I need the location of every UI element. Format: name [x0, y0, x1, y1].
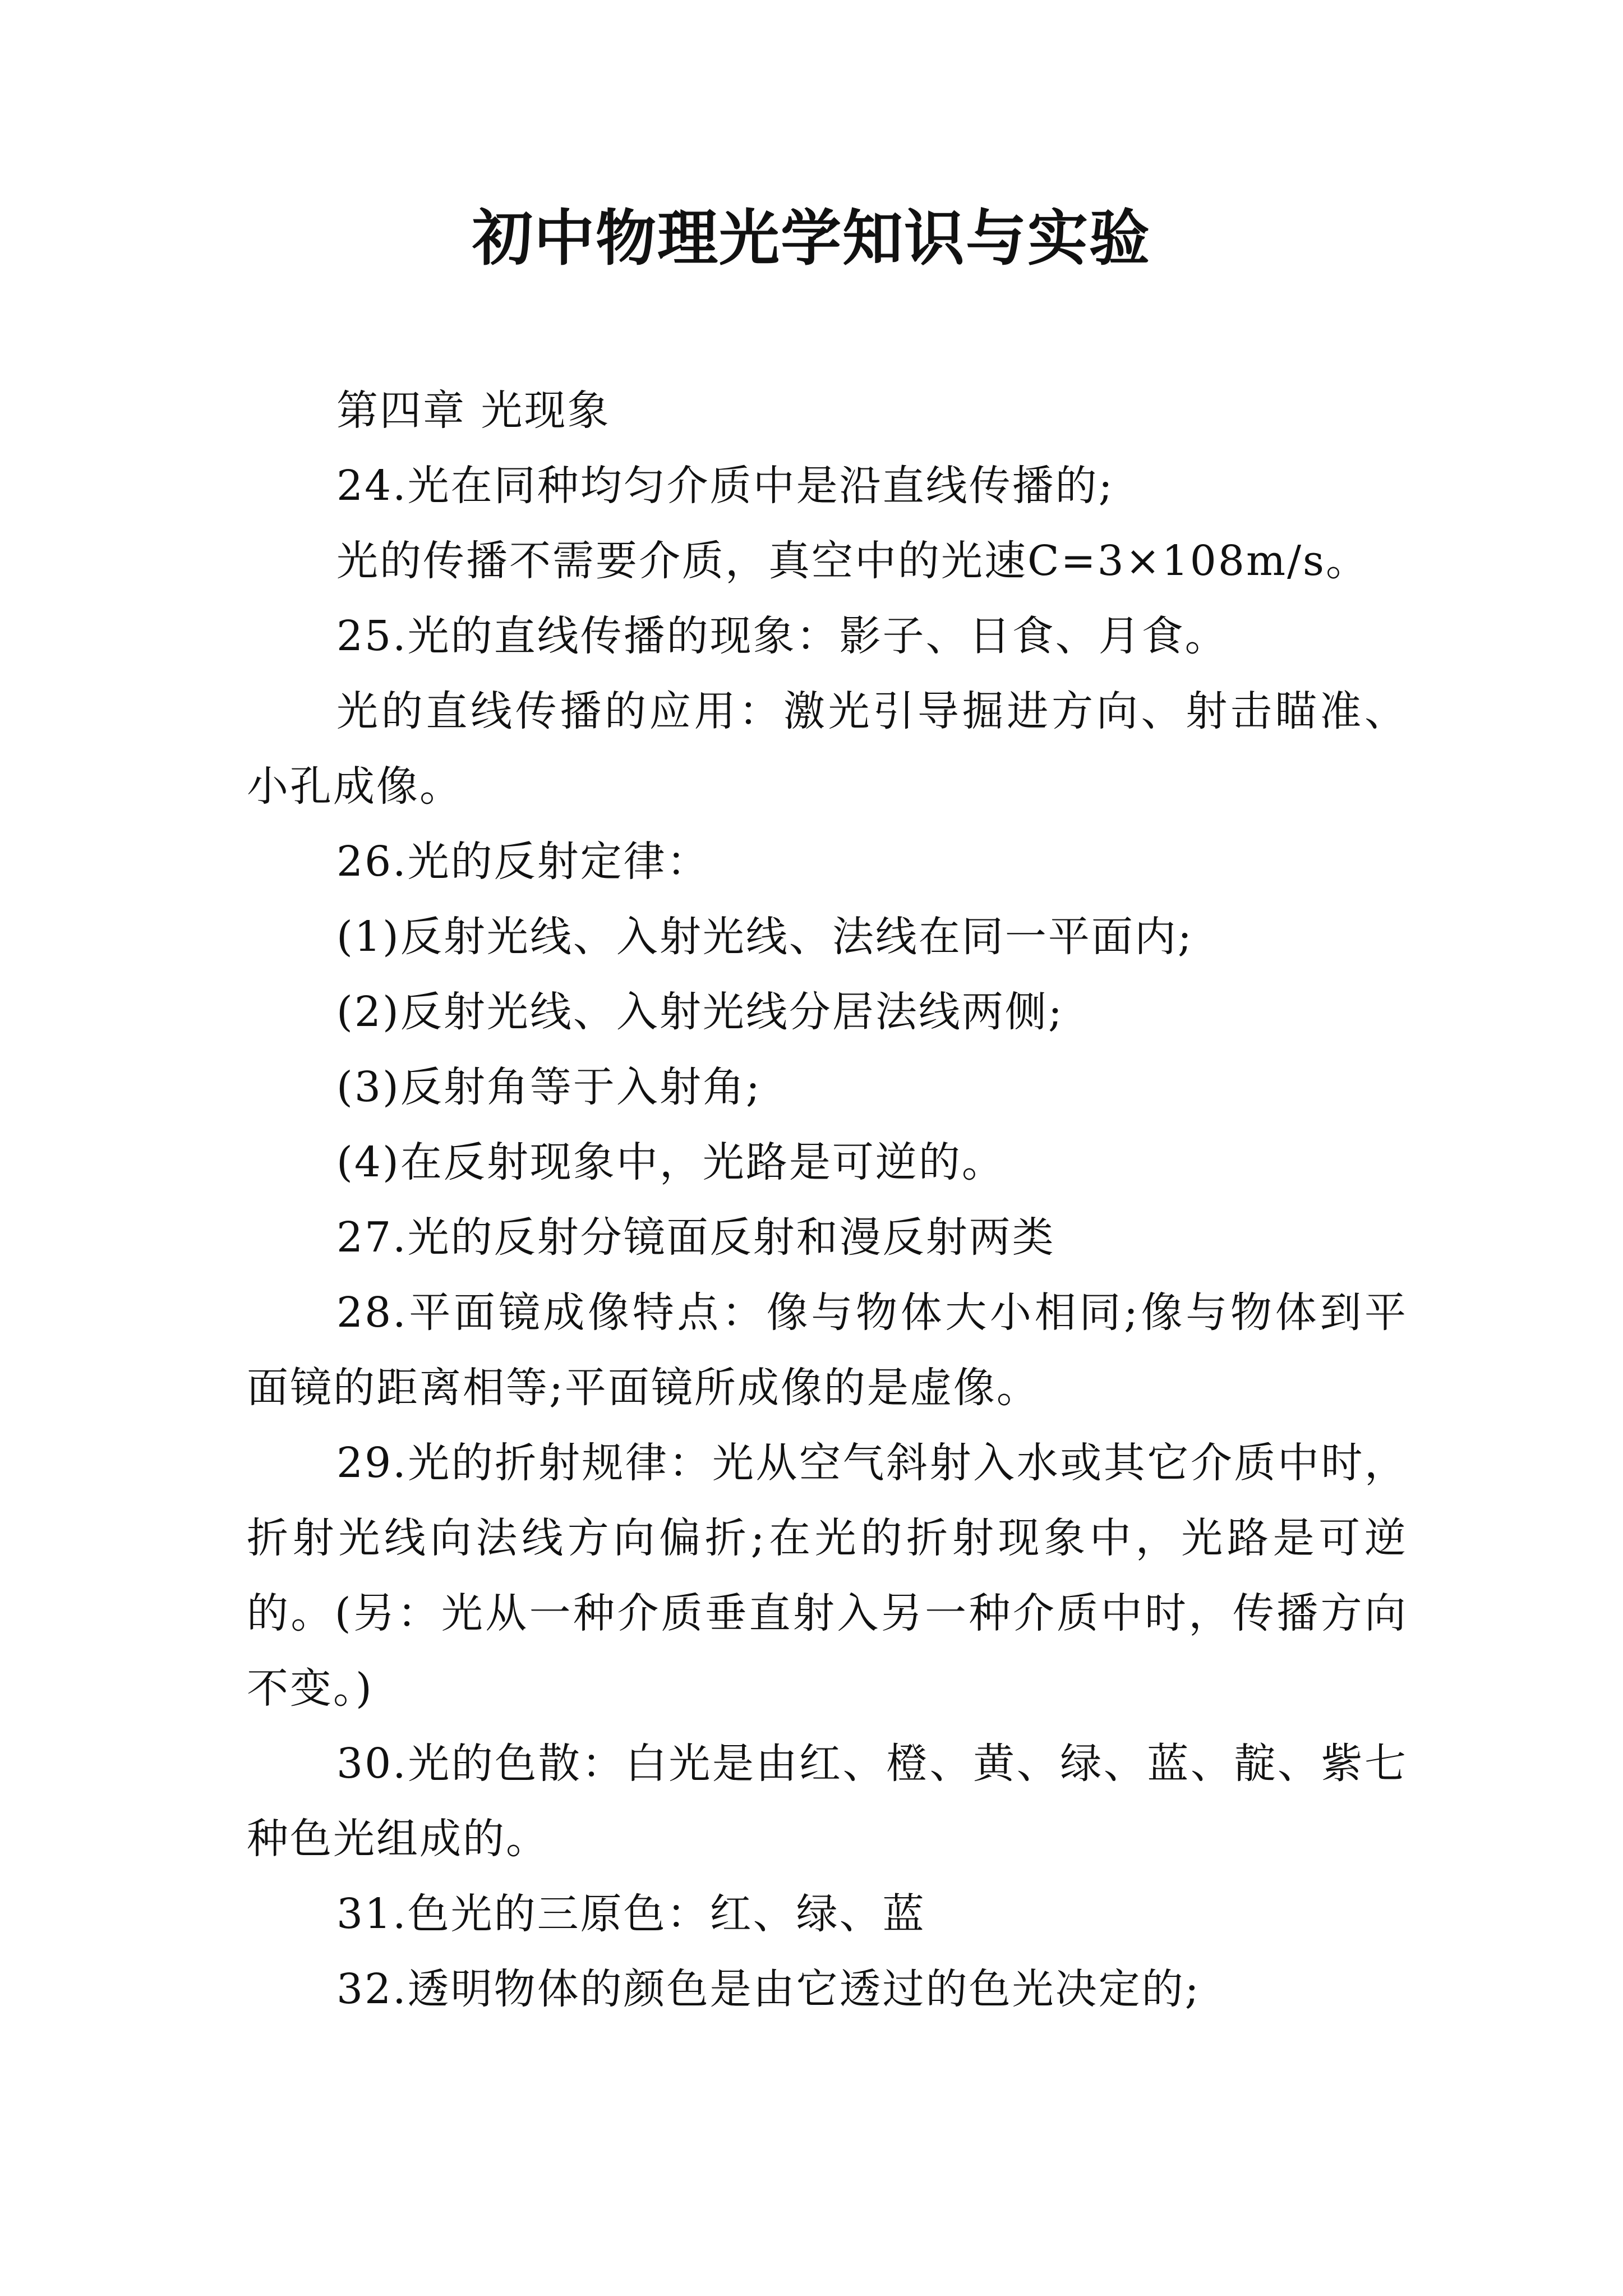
paragraph-light-speed: 光的传播不需要介质，真空中的光速C=3×108m/s。	[336, 537, 1370, 585]
chapter-heading: 第四章 光现象	[336, 386, 611, 435]
paragraph-25: 25.光的直线传播的现象：影子、日食、月食。	[336, 612, 1228, 660]
paragraph-24: 24.光在同种均匀介质中是沿直线传播的;	[336, 462, 1114, 510]
reflection-rule-4: (4)在反射现象中，光路是可逆的。	[336, 1138, 1005, 1186]
reflection-rule-3: (3)反射角等于入射角;	[336, 1063, 762, 1111]
paragraph-26: 26.光的反射定律：	[336, 838, 710, 886]
paragraph-30: 30.光的色散：白光是由红、橙、黄、绿、蓝、靛、紫七种色光组成的。	[247, 1740, 1408, 1863]
paragraph-27: 27.光的反射分镜面反射和漫反射两类	[336, 1213, 1055, 1262]
reflection-rule-2: (2)反射光线、入射光线分居法线两侧;	[336, 988, 1064, 1036]
document-body	[247, 373, 1408, 2027]
paragraph-32: 32.透明物体的颜色是由它透过的色光决定的;	[336, 1965, 1201, 2013]
reflection-rule-1: (1)反射光线、入射光线、法线在同一平面内;	[336, 913, 1193, 961]
paragraph-29: 29.光的折射规律：光从空气斜射入水或其它介质中时，折射光线向法线方向偏折;在光的折射现象中，光路是可逆的。(另：光从一种介质垂直射入另一种介质中时，传播方向不变。)	[247, 1439, 1408, 1713]
paragraph-28: 28.平面镜成像特点：像与物体大小相同;像与物体到平面镜的距离相等;平面镜所成像的是虚像。	[247, 1289, 1408, 1412]
paragraph-31: 31.色光的三原色：红、绿、蓝	[336, 1890, 926, 1938]
document-title: 初中物理光学知识与实验	[472, 203, 1151, 274]
paragraph-applications: 光的直线传播的应用：激光引导掘进方向、射击瞄准、小孔成像。	[247, 687, 1408, 811]
